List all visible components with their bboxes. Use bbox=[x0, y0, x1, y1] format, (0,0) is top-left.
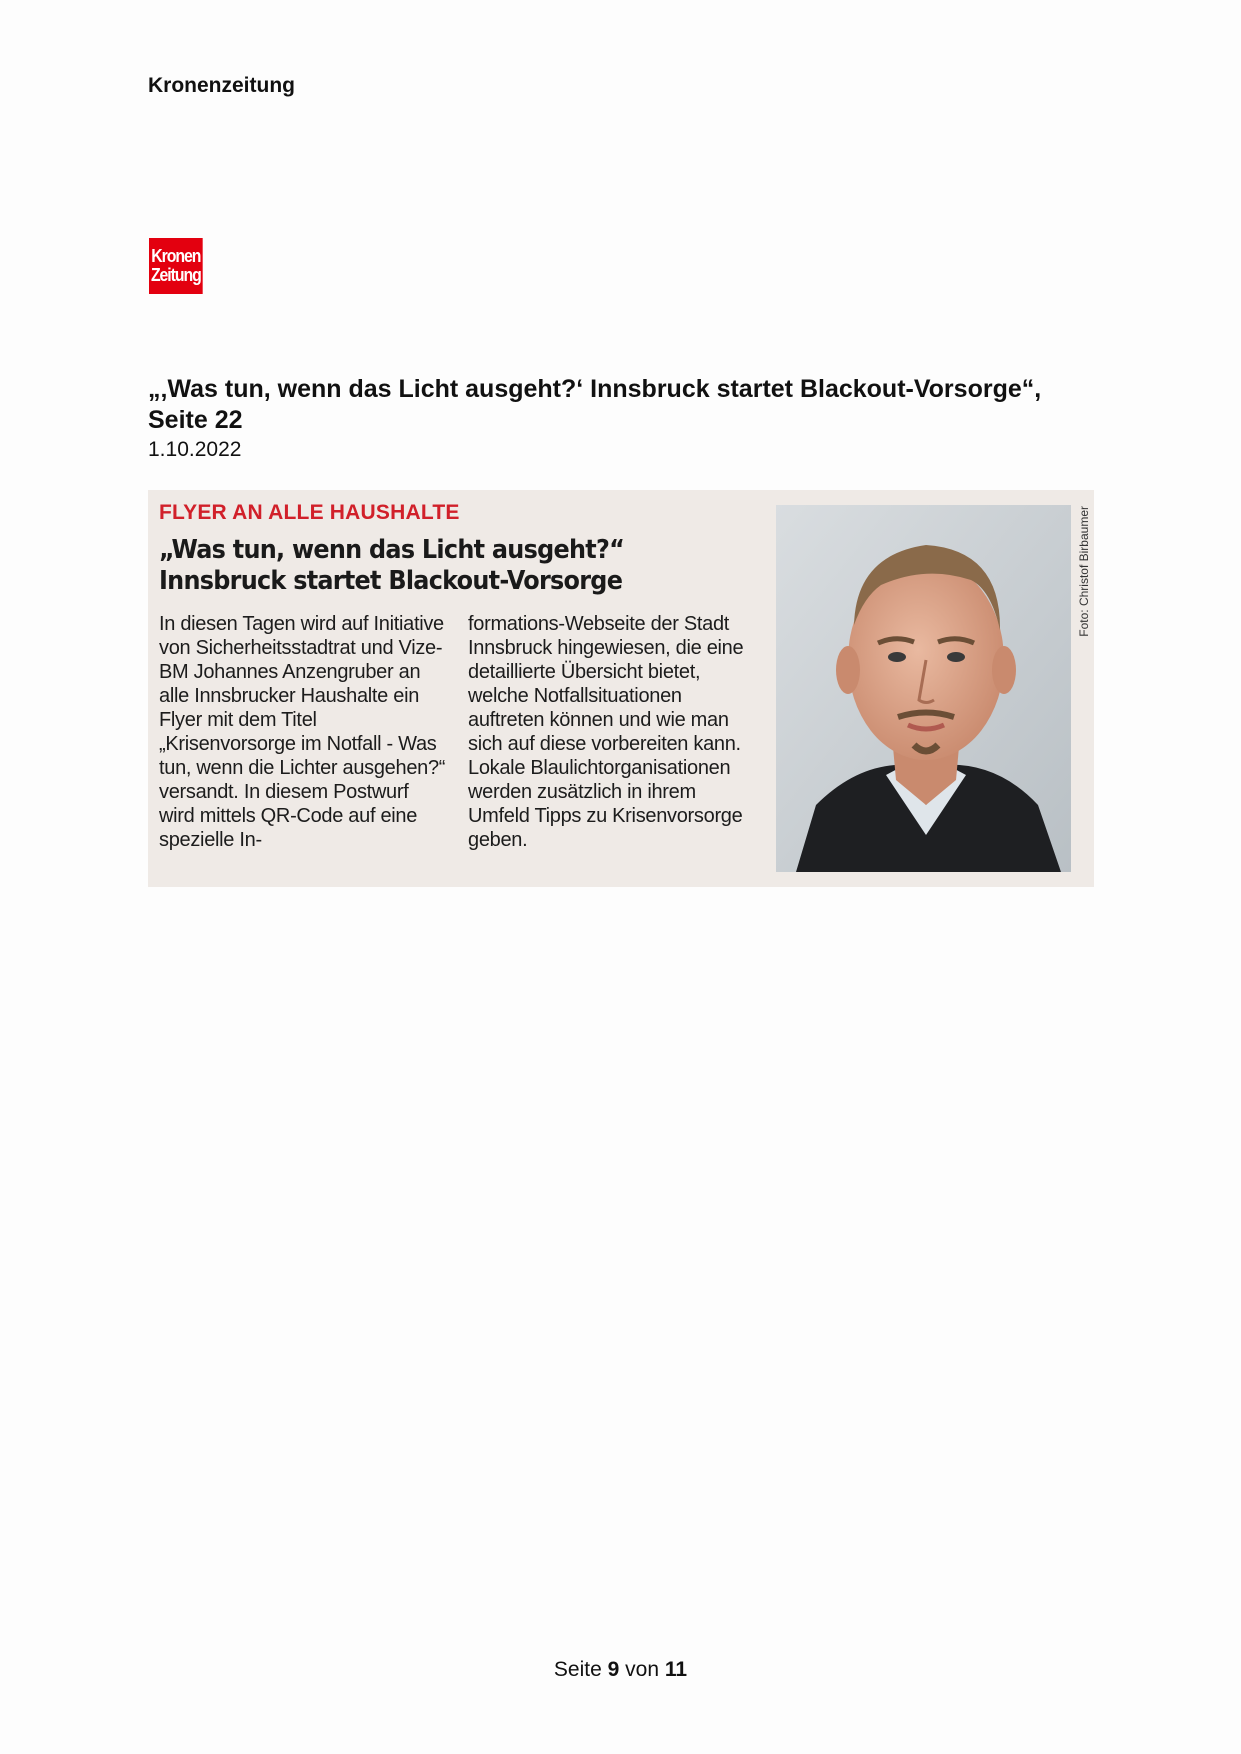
portrait-photo bbox=[776, 505, 1071, 872]
footer-total-pages: 11 bbox=[664, 1658, 688, 1681]
article-date: 1.10.2022 bbox=[148, 438, 242, 461]
footer-middle: von bbox=[625, 1658, 660, 1681]
logo-line-1: Kronen bbox=[151, 246, 201, 266]
footer-prefix: Seite bbox=[553, 1658, 602, 1681]
logo-line-2: Zeitung bbox=[150, 265, 201, 285]
clipping-title-line-1: „Was tun, wenn das Licht ausgeht?“ bbox=[159, 535, 625, 565]
kronen-zeitung-logo bbox=[149, 238, 203, 294]
portrait-illustration bbox=[776, 505, 1071, 872]
footer-page-number: 9 bbox=[607, 1658, 620, 1681]
clipping-column-2 bbox=[468, 612, 758, 852]
clipping-title-line-2: Innsbruck startet Blackout-Vorsorge bbox=[159, 566, 623, 596]
clipping-kicker: FLYER AN ALLE HAUSHALTE bbox=[159, 501, 460, 524]
page-footer bbox=[0, 1658, 1241, 1682]
clipping-column-2-text: formations-Webseite der Stadt Innsbruck hingewiesen, die eine detaillierte Übersicht bietet, welche Notfallsituationen auftreten können und wie man sich auf diese vorbereiten kann. Lokale Blaulichtorganisationen werden zusätzlich in ihrem Umfeld Tipps zu Krisenvorsorge geben. bbox=[468, 613, 744, 851]
newspaper-clipping bbox=[148, 490, 1094, 887]
clipping-title bbox=[159, 535, 711, 597]
photo-credit-text: Foto: Christof Birbaumer bbox=[1077, 506, 1091, 637]
photo-credit bbox=[1074, 506, 1094, 706]
article-headline: „‚Was tun, wenn das Licht ausgeht?‘ Innsbruck startet Blackout-Vorsorge“, Seite 22 bbox=[148, 375, 1042, 434]
publication-name: Kronenzeitung bbox=[148, 74, 295, 97]
clipping-column-1-text: In diesen Tagen wird auf Initiative von Sicherheitsstadtrat und Vize-BM Johannes Anzengruber an alle Innsbrucker Haushalte ein Flyer mit dem Titel „Krisenvorsorge im Notfall - Was tun, wenn die Lichter ausgehen?“ versandt. In diesem Postwurf wird mittels QR-Code auf eine spezielle In- bbox=[159, 613, 446, 851]
clipping-column-1 bbox=[159, 612, 449, 852]
